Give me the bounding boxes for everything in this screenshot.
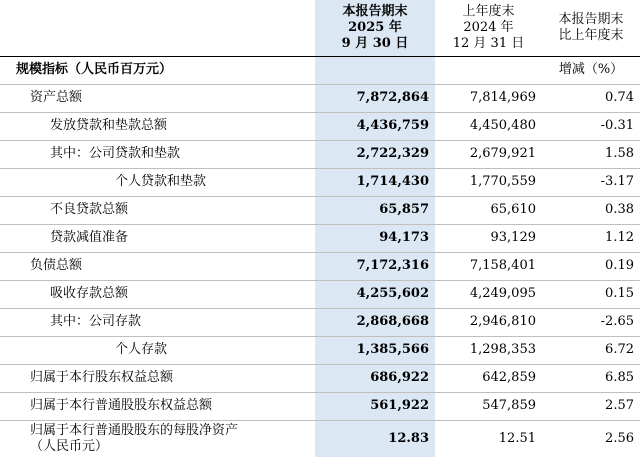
row-change-value: 0.19	[542, 253, 640, 281]
header-change	[542, 0, 640, 57]
row-label: 发放贷款和垫款总额	[0, 113, 315, 141]
row-label: 归属于本行普通股股东权益总额	[0, 393, 315, 421]
row-prior-value: 12.51	[435, 421, 542, 458]
row-prior-value: 2,679,921	[435, 141, 542, 169]
row-prior-value: 1,770,559	[435, 169, 542, 197]
row-current-value: 2,722,329	[315, 141, 435, 169]
row-change-value: 2.57	[542, 393, 640, 421]
row-prior-value: 4,249,095	[435, 281, 542, 309]
row-current-value: 561,922	[315, 393, 435, 421]
header-text: 比上年度末	[558, 28, 624, 43]
row-change-value: 1.12	[542, 225, 640, 253]
header-text: 2025 年	[348, 19, 402, 35]
row-prior-value: 642,859	[435, 365, 542, 393]
row-current-value: 4,436,759	[315, 113, 435, 141]
row-prior-value: 547,859	[435, 393, 542, 421]
row-change-value: 1.58	[542, 141, 640, 169]
row-prior-value: 7,158,401	[435, 253, 542, 281]
section-unit: 增减（%）	[542, 57, 640, 85]
row-prior-value: 7,814,969	[435, 85, 542, 113]
row-label-line: 归属于本行普通股股东的每股净资产	[30, 422, 239, 438]
row-change-value: 2.56	[542, 421, 640, 458]
row-change-value: 0.38	[542, 197, 640, 225]
section-title: 规模指标（人民币百万元）	[0, 57, 315, 85]
row-change-value: -3.17	[542, 169, 640, 197]
table-row	[0, 421, 640, 458]
section-blank	[315, 57, 435, 85]
row-label: 吸收存款总额	[0, 281, 315, 309]
row-label: 其中：公司存款	[0, 309, 315, 337]
row-prior-value: 4,450,480	[435, 113, 542, 141]
row-change-value: 6.85	[542, 365, 640, 393]
row-change-value: 0.15	[542, 281, 640, 309]
row-label	[0, 421, 315, 458]
table-row	[0, 393, 640, 421]
row-label: 贷款减值准备	[0, 225, 315, 253]
table-row	[0, 169, 640, 197]
row-prior-value: 2,946,810	[435, 309, 542, 337]
table-row	[0, 365, 640, 393]
row-prior-value: 65,610	[435, 197, 542, 225]
table-row	[0, 225, 640, 253]
row-label: 归属于本行股东权益总额	[0, 365, 315, 393]
table-row	[0, 197, 640, 225]
row-current-value: 2,868,668	[315, 309, 435, 337]
table-row	[0, 113, 640, 141]
row-change-value: -0.31	[542, 113, 640, 141]
header-text: 本报告期末	[558, 11, 624, 27]
row-prior-value: 93,129	[435, 225, 542, 253]
row-label: 资产总额	[0, 85, 315, 113]
header-current-period	[315, 0, 435, 57]
table-row	[0, 253, 640, 281]
header-text: 9 月 30 日	[341, 36, 409, 52]
table-row	[0, 281, 640, 309]
section-blank	[435, 57, 542, 85]
row-current-value: 7,172,316	[315, 253, 435, 281]
row-current-value: 1,714,430	[315, 169, 435, 197]
row-label: 个人存款	[0, 337, 315, 365]
row-current-value: 65,857	[315, 197, 435, 225]
header-prior-year	[435, 0, 542, 57]
row-prior-value: 1,298,353	[435, 337, 542, 365]
table-row	[0, 337, 640, 365]
row-label: 负债总额	[0, 253, 315, 281]
row-label: 其中：公司贷款和垫款	[0, 141, 315, 169]
row-current-value: 7,872,864	[315, 85, 435, 113]
section-row	[0, 57, 640, 85]
row-change-value: 6.72	[542, 337, 640, 365]
row-current-value: 1,385,566	[315, 337, 435, 365]
row-current-value: 686,922	[315, 365, 435, 393]
header-text: 12 月 31 日	[452, 36, 525, 52]
header-text: 2024 年	[463, 19, 514, 35]
header-text: 上年度末	[462, 3, 515, 19]
row-label-line: （人民币元）	[30, 439, 109, 454]
header-blank	[0, 0, 315, 57]
table-row	[0, 85, 640, 113]
table-row	[0, 141, 640, 169]
row-current-value: 12.83	[315, 421, 435, 458]
row-label: 个人贷款和垫款	[0, 169, 315, 197]
row-label: 不良贷款总额	[0, 197, 315, 225]
row-change-value: -2.65	[542, 309, 640, 337]
row-current-value: 4,255,602	[315, 281, 435, 309]
row-change-value: 0.74	[542, 85, 640, 113]
table-row	[0, 309, 640, 337]
header-text: 本报告期末	[342, 3, 408, 19]
header-row	[0, 0, 640, 57]
row-current-value: 94,173	[315, 225, 435, 253]
